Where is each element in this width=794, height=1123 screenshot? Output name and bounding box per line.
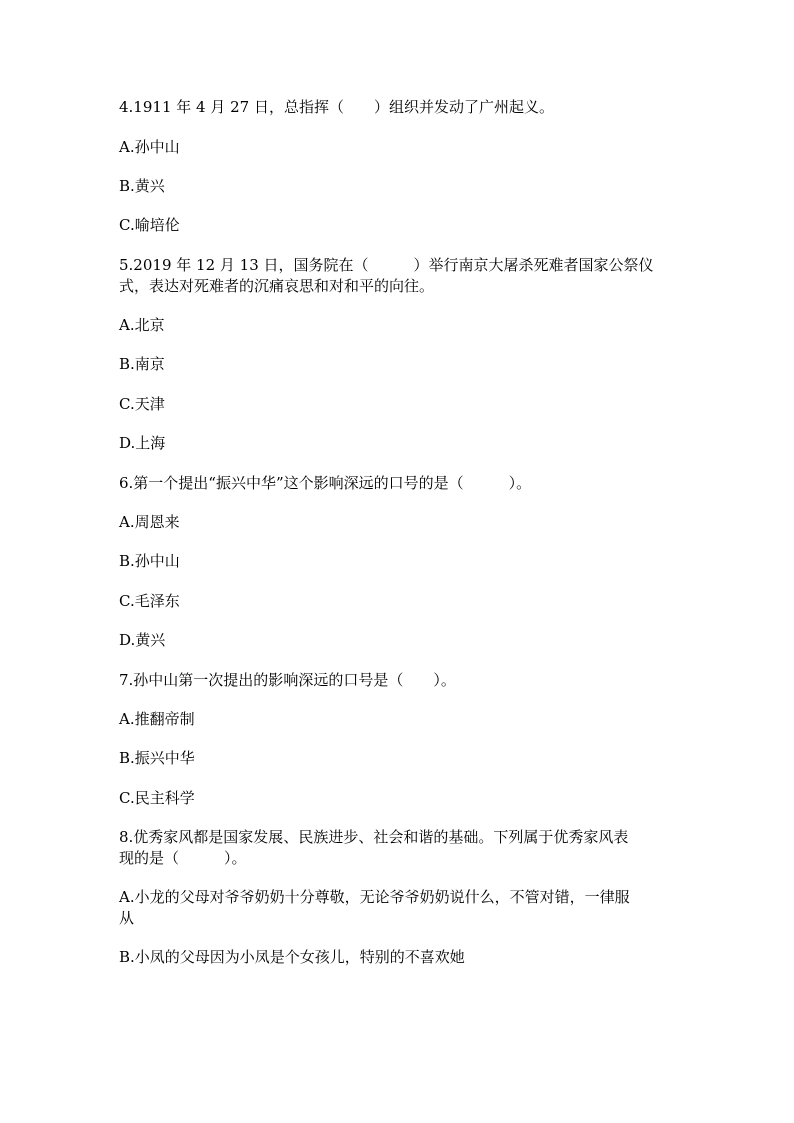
- question-7-option-b: B.振兴中华: [119, 749, 195, 767]
- question-4-option-c: C.喻培伦: [119, 216, 180, 234]
- question-6-option-c: C.毛泽东: [119, 592, 180, 610]
- question-7-stem: 7.孙中山第一次提出的影响深远的口号是（ ）。: [119, 671, 456, 689]
- question-8-option-b: B.小凤的父母因为小凤是个女孩儿，特别的不喜欢她: [119, 948, 465, 966]
- question-6-stem: 6.第一个提出“振兴中华”这个影响深远的口号的是（ ）。: [119, 474, 532, 492]
- question-4-option-a: A.孙中山: [119, 138, 180, 156]
- question-7-option-c: C.民主科学: [119, 789, 195, 807]
- question-5-option-a: A.北京: [119, 316, 165, 334]
- question-6-option-a: A.周恩来: [119, 513, 180, 531]
- question-5-stem-line-1: 5.2019 年 12 月 13 日，国务院在（ ）举行南京大屠杀死难者国家公祭仪: [119, 256, 654, 274]
- question-6-option-b: B.孙中山: [119, 552, 180, 570]
- question-4-option-b: B.黄兴: [119, 177, 165, 195]
- question-5-option-d: D.上海: [119, 434, 166, 452]
- question-8-option-a-line-1: A.小龙的父母对爷爷奶奶十分尊敬，无论爷爷奶奶说什么，不管对错，一律服: [119, 888, 630, 906]
- question-5-option-b: B.南京: [119, 355, 165, 373]
- question-4-stem: 4.1911 年 4 月 27 日，总指挥（ ）组织并发动了广州起义。: [119, 98, 554, 116]
- question-8-stem-line-1: 8.优秀家风都是国家发展、民族进步、社会和谐的基础。下列属于优秀家风表: [119, 828, 629, 846]
- question-8-stem-line-2: 现的是（ ）。: [119, 849, 247, 867]
- question-5-option-c: C.天津: [119, 395, 165, 413]
- question-8-option-a-line-2: 从: [119, 909, 135, 927]
- question-6-option-d: D.黄兴: [119, 631, 166, 649]
- question-5-stem-line-2: 式，表达对死难者的沉痛哀思和对和平的向往。: [119, 277, 435, 295]
- question-7-option-a: A.推翻帝制: [119, 710, 195, 728]
